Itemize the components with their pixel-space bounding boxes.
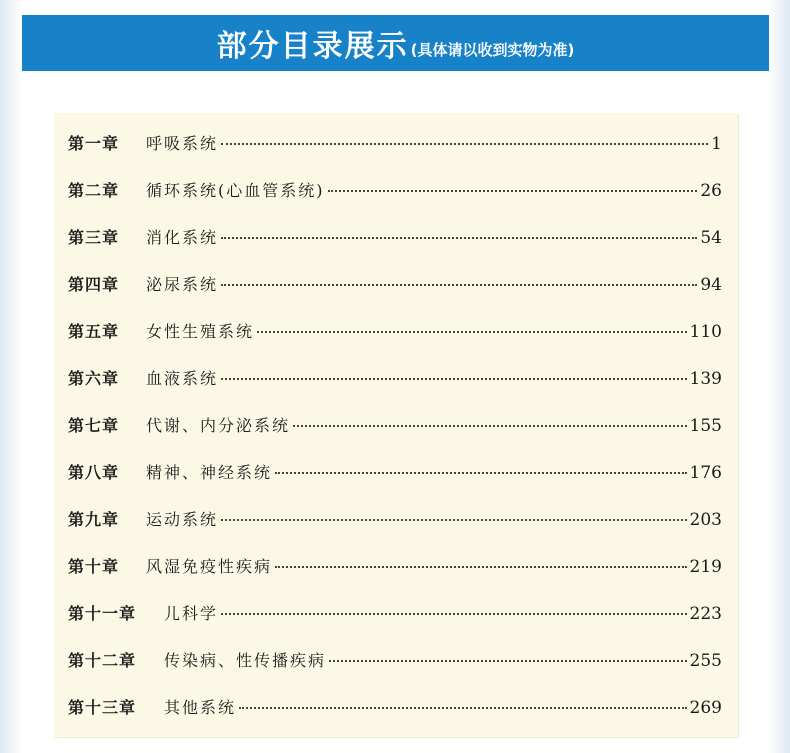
toc-row (68, 178, 722, 208)
toc-chapter: 第二章 (68, 181, 120, 200)
toc-title: 消化系统 (146, 228, 219, 247)
toc-leader-dots (221, 143, 708, 145)
toc-page-number: 1 (711, 134, 722, 154)
toc-chapter: 第六章 (68, 369, 120, 388)
toc-chapter: 第十一章 (68, 604, 137, 623)
toc-page-number: 155 (689, 416, 722, 436)
toc-row (68, 695, 722, 725)
toc-page-number: 176 (689, 463, 722, 483)
toc-title: 女性生殖系统 (146, 322, 255, 341)
toc-row (68, 413, 722, 443)
toc-chapter: 第四章 (68, 275, 120, 294)
toc-title: 其他系统 (164, 698, 237, 717)
toc-title: 精神、神经系统 (146, 463, 273, 482)
toc-row (68, 272, 722, 302)
toc-title: 代谢、内分泌系统 (146, 416, 291, 435)
toc-row (68, 366, 722, 396)
banner-subtitle: (具体请以收到实物为准) (410, 40, 575, 59)
toc-page-number: 139 (689, 369, 722, 389)
toc-row (68, 319, 722, 349)
toc-chapter: 第一章 (68, 134, 120, 153)
toc-chapter: 第三章 (68, 228, 120, 247)
toc-leader-dots (221, 284, 697, 286)
toc-title: 儿科学 (164, 604, 219, 623)
toc-leader-dots (293, 425, 687, 427)
toc-chapter: 第十三章 (68, 698, 137, 717)
toc-page-number: 94 (700, 275, 722, 295)
toc-page-number: 203 (689, 510, 722, 530)
toc-page-number: 219 (689, 557, 722, 577)
banner-title: 部分目录展示 (216, 29, 409, 64)
toc-chapter: 第八章 (68, 463, 120, 482)
toc-leader-dots (221, 613, 687, 615)
toc-row (68, 648, 722, 678)
toc-page-number: 110 (689, 322, 722, 342)
toc-chapter: 第七章 (68, 416, 120, 435)
toc-title: 呼吸系统 (146, 134, 219, 153)
toc-row (68, 554, 722, 584)
toc-leader-dots (257, 331, 687, 333)
toc-chapter: 第九章 (68, 510, 120, 529)
header-banner (22, 15, 769, 71)
toc-leader-dots (275, 566, 687, 568)
toc-page-number: 26 (700, 181, 722, 201)
toc-row (68, 601, 722, 631)
toc-row (68, 507, 722, 537)
toc-chapter: 第十章 (68, 557, 120, 576)
toc-row (68, 225, 722, 255)
toc-title: 循环系统(心血管系统) (146, 181, 325, 200)
toc-chapter: 第五章 (68, 322, 120, 341)
toc-page-number: 54 (700, 228, 722, 248)
toc-leader-dots (239, 707, 687, 709)
toc-page-number: 255 (689, 651, 722, 671)
toc-title: 血液系统 (146, 369, 219, 388)
toc-panel (54, 113, 738, 737)
toc-chapter: 第十二章 (68, 651, 137, 670)
toc-page-number: 269 (689, 698, 722, 718)
toc-title: 风湿免疫性疾病 (146, 557, 273, 576)
toc-leader-dots (221, 237, 697, 239)
toc-row (68, 460, 722, 490)
toc-leader-dots (329, 660, 687, 662)
toc-leader-dots (221, 378, 687, 380)
toc-row (68, 131, 722, 161)
toc-title: 传染病、性传播疾病 (164, 651, 327, 670)
toc-page-number: 223 (689, 604, 722, 624)
toc-leader-dots (275, 472, 687, 474)
toc-leader-dots (221, 519, 687, 521)
toc-title: 运动系统 (146, 510, 219, 529)
toc-title: 泌尿系统 (146, 275, 219, 294)
toc-leader-dots (328, 190, 698, 192)
